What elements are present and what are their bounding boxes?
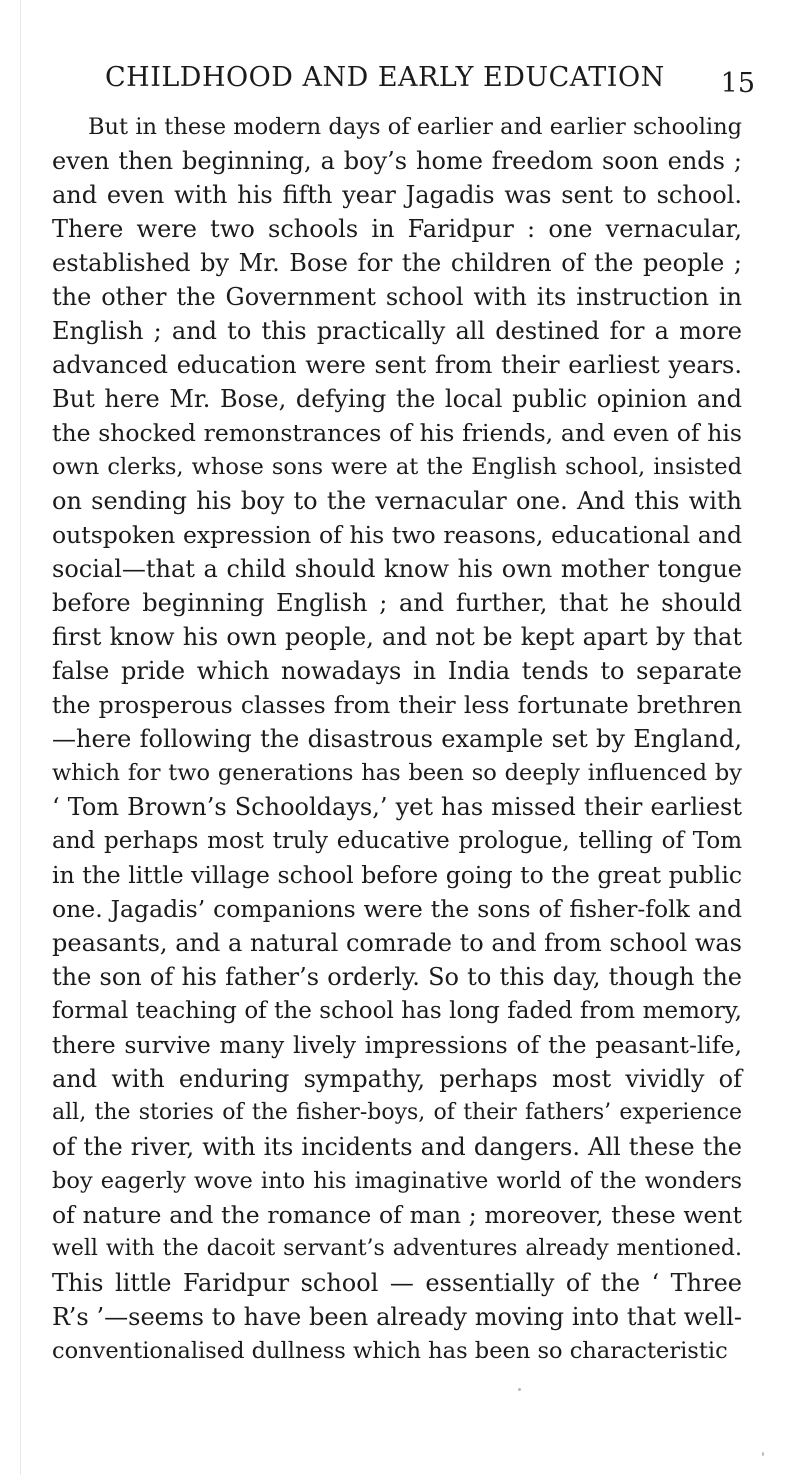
text-line: there survive many lively impressions of the peasant-life,	[52, 1031, 742, 1059]
text-line: established by Mr. Bose for the children of the people ;	[52, 249, 742, 277]
text-line: English ; and to this practically all destined for a more	[52, 317, 742, 345]
text-line: This little Faridpur school — essentially of the ‘ Three	[52, 1269, 742, 1297]
text-line: in the little village school before going to the great public	[52, 861, 742, 889]
text-line: first know his own people, and not be kept apart by that	[52, 623, 742, 651]
text-line: outspoken expression of his two reasons, educational and	[52, 521, 742, 549]
ink-speck	[518, 1388, 521, 1391]
page-edge-shadow	[20, 0, 21, 1475]
text-line: formal teaching of the school has long faded from memory,	[52, 998, 742, 1024]
text-line: There were two schools in Faridpur : one vernacular,	[52, 215, 742, 243]
text-line: social—that a child should know his own mother tongue	[52, 555, 742, 583]
text-line: R’s ’—seems to have been already moving into that well-	[52, 1303, 742, 1331]
body-paragraph	[52, 110, 742, 1368]
text-line: well with the dacoit servant’s adventures already mentioned.	[52, 1236, 742, 1261]
text-line: But here Mr. Bose, defying the local public opinion and	[52, 385, 742, 413]
ink-speck	[762, 1452, 764, 1456]
text-line: the shocked remonstrances of his friends, and even of his	[52, 419, 742, 447]
text-line: the son of his father’s orderly. So to this day, though the	[52, 963, 742, 991]
text-line: ‘ Tom Brown’s Schooldays,’ yet has missed their earliest	[52, 793, 742, 821]
text-line: But in these modern days of earlier and earlier schooling	[88, 114, 742, 140]
text-line: even then beginning, a boy’s home freedom soon ends ;	[52, 147, 742, 175]
page-number: 15	[720, 68, 755, 99]
text-line: and even with his fifth year Jagadis was sent to school.	[52, 181, 742, 209]
text-line: of nature and the romance of man ; moreover, these went	[52, 1201, 742, 1229]
text-line: all, the stories of the fisher-boys, of their fathers’ experience	[52, 1100, 742, 1125]
text-line: boy eagerly wove into his imaginative world of the wonders	[52, 1168, 742, 1194]
text-line: own clerks, whose sons were at the English school, insisted	[52, 454, 742, 480]
text-line: one. Jagadis’ companions were the sons of fisher-folk and	[52, 895, 742, 923]
running-head-title: CHILDHOOD AND EARLY EDUCATION	[105, 62, 665, 93]
text-line: false pride which nowadays in India tends to separate	[52, 657, 742, 685]
text-line: on sending his boy to the vernacular one. And this with	[52, 487, 742, 515]
text-line: peasants, and a natural comrade to and from school was	[52, 929, 742, 957]
text-line: and with enduring sympathy, perhaps most vividly of	[52, 1065, 742, 1093]
text-line: —here following the disastrous example set by England,	[52, 725, 742, 753]
text-line: which for two generations has been so deeply influenced by	[52, 760, 742, 786]
text-line: before beginning English ; and further, that he should	[52, 589, 742, 617]
text-line: of the river, with its incidents and dangers. All these the	[52, 1133, 742, 1161]
text-line: and perhaps most truly educative prologue, telling of Tom	[52, 828, 742, 854]
text-line: advanced education were sent from their earliest years.	[52, 351, 742, 379]
text-line: the other the Government school with its instruction in	[52, 283, 742, 311]
running-head	[105, 62, 795, 102]
text-line: the prosperous classes from their less fortunate brethren	[52, 691, 742, 719]
text-line: conventionalised dullness which has been so characteristic	[52, 1338, 728, 1364]
